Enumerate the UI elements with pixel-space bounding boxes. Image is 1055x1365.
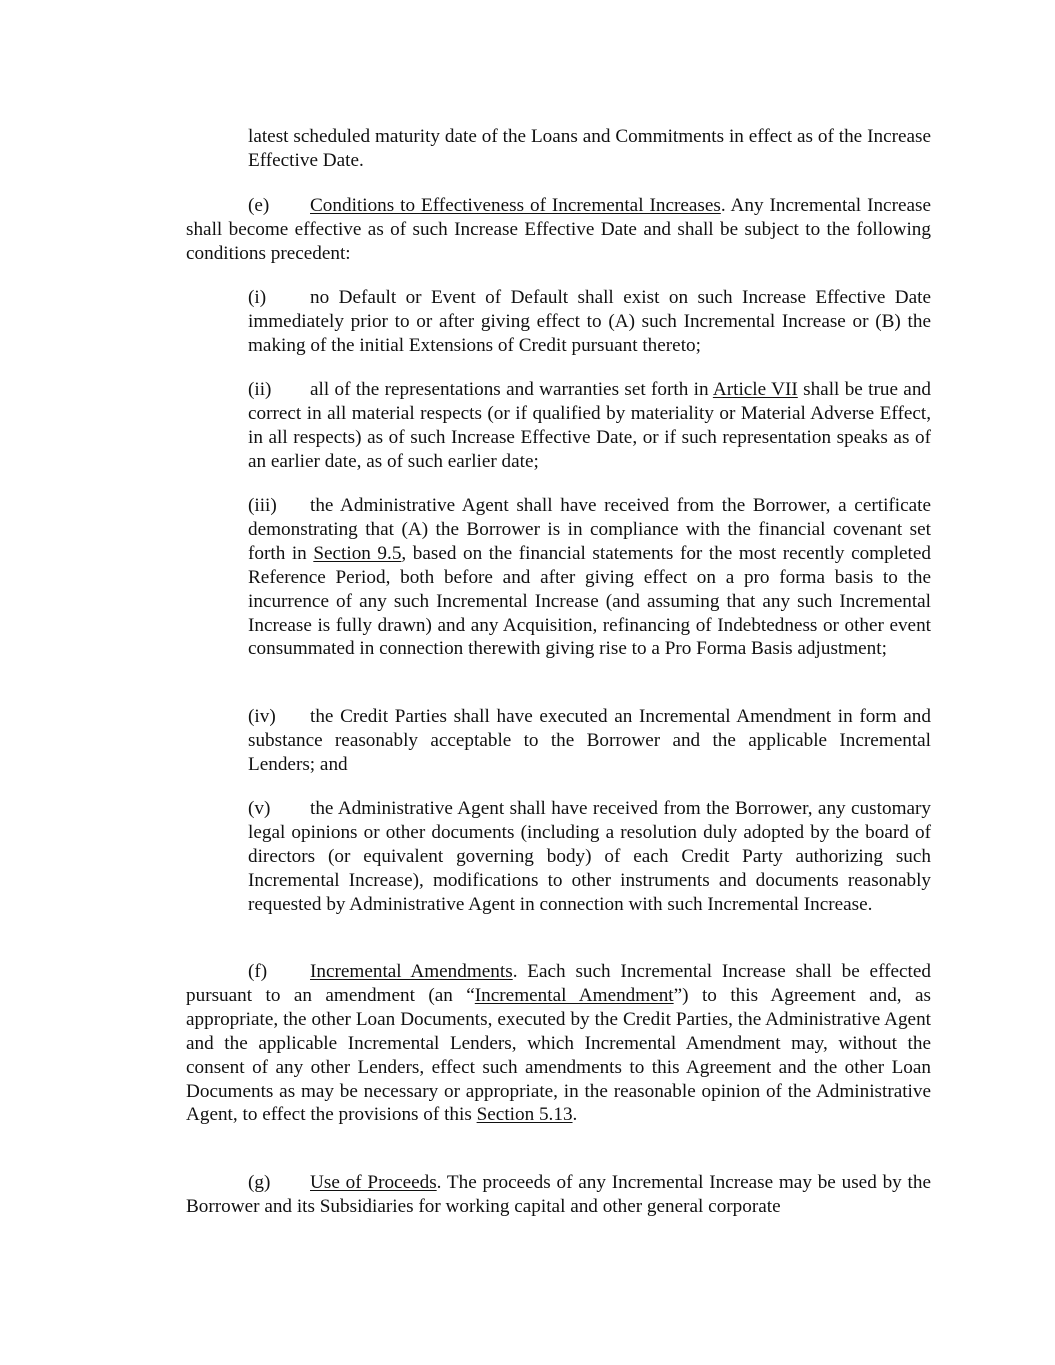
marker-ii: (ii) (248, 379, 272, 400)
paragraph-e: (e) Conditions to Effectiveness of Incremental Increases. Any Incremental Increase shall become effective as of such Increase Effective Date and shall be subject to the following conditions precedent: (186, 195, 931, 264)
defined-term-incremental-amendment: Incremental Amendment (474, 984, 674, 1006)
ref-section-5-13: Section 5.13 (476, 1104, 573, 1126)
paragraph-f: (f) Incremental Amendments. Each such Incremental Increase shall be effected pursuant to an amendment (an “Incremental Amendment”) to this Agreement and, as appropriate, the other Loan Documents, executed by the Credit Parties, the Administrative Agent and the applicable Incremental Lenders, which Incremental Amendment may, without the consent of any other Lenders, effect such amendments to this Agreement and the other Loan Documents as may be necessary or appropriate, in the reasonable opinion of the Administrative Agent, to effect the provisions of this Section 5.13. (186, 961, 932, 1126)
marker-iii: (iii) (248, 495, 277, 516)
marker-v: (v) (248, 798, 271, 819)
paragraph-v: (v) the Administrative Agent shall have received from the Borrower, any customary legal opinions or other documents (including a resolution duly adopted by the board of directors (or equivalent governing body) of each Credit Party authorizing such Incremental Increase), modifications to other instruments and documents reasonably requested by Administrative Agent in connection with such Incremental Increase. (248, 798, 931, 915)
ref-article-vii: Article VII (712, 379, 798, 400)
marker-g: (g) (248, 1172, 271, 1193)
paragraph-ii: (ii) all of the representations and warranties set forth in Article VII shall be true and correct in all material respects (or if qualified by materiality or Material Adverse Effect, in all respects) as of such Increase Effective Date, or if such representation speaks as of an earlier date, as of such earlier date; (248, 379, 932, 472)
paragraph-g: (g) Use of Proceeds. The proceeds of any Incremental Increase may be used by the Borrower and its Subsidiaries for working capital and other general corporate (186, 1172, 931, 1217)
paragraph-iv: (iv) the Credit Parties shall have executed an Incremental Amendment in form and substance reasonably acceptable to the Borrower and the applicable Incremental Lenders; and (248, 706, 931, 775)
marker-f: (f) (248, 961, 268, 982)
heading-incremental-amendments: Incremental Amendments (310, 961, 513, 982)
paragraph-i: (i) no Default or Event of Default shall exist on such Increase Effective Date immediately prior to or after giving effect to (A) such Incremental Increase or (B) the making of the initial Extensions of Credit pursuant thereto; (248, 287, 931, 356)
heading-use-of-proceeds: Use of Proceeds (310, 1172, 437, 1193)
paragraph-continuation: latest scheduled maturity date of the Loans and Commitments in effect as of the Increase Effective Date. (248, 126, 931, 171)
marker-i: (i) (248, 287, 267, 308)
paragraph-iii: (iii) the Administrative Agent shall have received from the Borrower, a certificate demonstrating that (A) the Borrower is in compliance with the financial covenant set forth in Section 9.5, based on the financial statements for the most recently completed Reference Period, both before and after giving effect on a pro forma basis to the incurrence of any such Incremental Increase (and assuming that any such Incremental Increase is fully drawn) and any Acquisition, refinancing of Indebtedness or other event consummated in connection therewith giving rise to a Pro Forma Basis adjustment; (248, 495, 931, 660)
marker-e: (e) (248, 195, 270, 216)
heading-conditions: Conditions to Effectiveness of Incremental Increases (310, 195, 721, 216)
marker-iv: (iv) (248, 706, 276, 727)
ref-section-9-5: Section 9.5 (313, 542, 402, 564)
